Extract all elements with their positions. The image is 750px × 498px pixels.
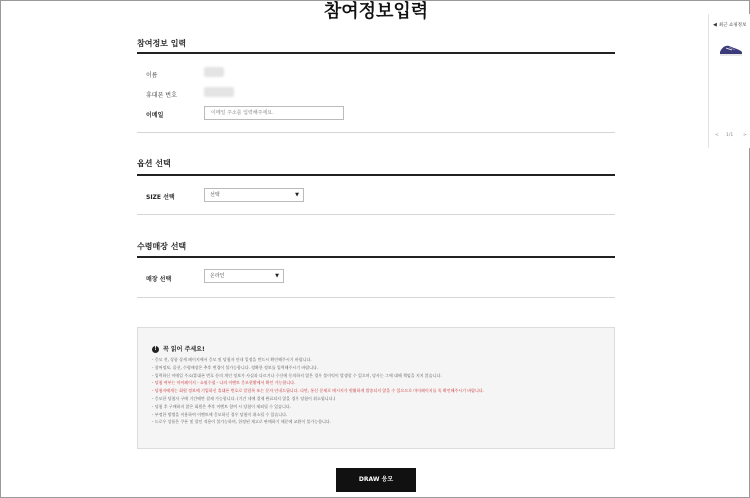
- notice-item: - 입력하신 이메일 주소/휴대폰 번호 등의 개인 정보가 사실과 다르거나 수신에 동의하지 않은 경우 불이익이 발생할 수 있으며, 당사는 그에 대해 책임을 지지 않습니다.: [152, 372, 442, 378]
- store-select[interactable]: [204, 269, 284, 283]
- page-title: 참여정보입력: [323, 1, 429, 22]
- store-label: 매장 선택: [146, 276, 172, 283]
- recent-shopping-panel: [708, 14, 750, 148]
- notice-box: [137, 327, 615, 449]
- notice-item: - 참여정보, 옵션, 수령매장은 추후 변경이 불가능합니다. 정확한 정보를 입력해주시기 바랍니다.: [152, 364, 319, 370]
- name-label: 이름: [146, 72, 158, 79]
- size-select-value: 선택: [210, 192, 220, 198]
- sneaker-icon: [717, 35, 745, 63]
- caret-down-icon: ▼: [275, 273, 279, 279]
- options-section-title: 옵션 선택: [137, 159, 171, 168]
- notice-item: - 응모한 당첨자 구매 기간에만 결제 가능합니다. (기간 내에 결제 완료되지 않을 경우 당첨이 취소됩니다.): [152, 395, 336, 401]
- notice-title-text: 꼭 읽어 주세요!: [163, 346, 205, 353]
- notice-list: [152, 356, 607, 426]
- phone-value-redacted: [204, 87, 234, 97]
- section-divider: [137, 52, 615, 54]
- notice-item: - 드로우 상품은 쿠폰 및 할인 적용이 불가능하며, 한정된 재고로 판매하기 때문에 교환이 불가능합니다.: [152, 419, 331, 425]
- arrow-left-icon: ◀: [713, 22, 717, 28]
- section-divider: [137, 174, 615, 176]
- participant-section-title: 참여정보 입력: [137, 39, 187, 48]
- name-value-redacted: [204, 67, 224, 77]
- store-select-value: 온라인: [210, 273, 225, 279]
- section-divider: [137, 297, 615, 298]
- notice-item: - 당첨자에게는 회원 정보에 기입하신 휴대폰 번호로 알림톡 또는 문자 안내드립니다. 다만, 통신 문제로 메시지가 원활하게 발송되지 않을 수 있으므로 마이페이지를 꼭 확인해주시기 바랍니다.: [152, 388, 485, 394]
- notice-title: [152, 344, 205, 353]
- section-divider: [137, 132, 615, 133]
- draw-submit-button[interactable]: DRAW 응모: [336, 468, 416, 492]
- notice-item: - 당첨 여부는 마이페이지 - 쇼핑수첩 - 나의 이벤트 응모현황에서 확인 가능합니다.: [152, 380, 296, 386]
- recent-product-thumbnail[interactable]: [717, 35, 745, 63]
- pager-count: 1/1: [726, 133, 734, 138]
- caret-down-icon: ▼: [295, 192, 299, 198]
- section-divider: [137, 256, 615, 258]
- notice-item: - 부정한 방법을 이용하여 이벤트에 응모하신 경우 당첨이 취소될 수 있습니다.: [152, 411, 288, 417]
- size-label: SIZE 선택: [146, 194, 175, 201]
- recent-shopping-title-text: 최근 쇼핑정보: [718, 23, 747, 28]
- phone-label: 휴대폰 번호: [146, 92, 177, 99]
- pager-next-button[interactable]: >: [743, 133, 747, 138]
- email-label: 이메일: [146, 112, 164, 119]
- pager-prev-button[interactable]: <: [715, 133, 719, 138]
- recent-shopping-title[interactable]: [713, 22, 746, 28]
- notice-item: - 응모 전, 상품 상세 페이지에서 응모 및 당첨자 안내 일정을 반드시 확인해주시기 바랍니다.: [152, 357, 312, 362]
- section-divider: [137, 214, 615, 215]
- exclamation-icon: !: [152, 346, 159, 353]
- store-section-title: 수령매장 선택: [137, 242, 187, 251]
- size-select[interactable]: [204, 188, 304, 202]
- notice-item: - 당첨 후 구매하지 않은 회원은 추후 이벤트 참여 시 당첨이 제외될 수 있습니다.: [152, 403, 292, 409]
- email-input[interactable]: 이메일 주소를 입력해주세요.: [204, 106, 344, 120]
